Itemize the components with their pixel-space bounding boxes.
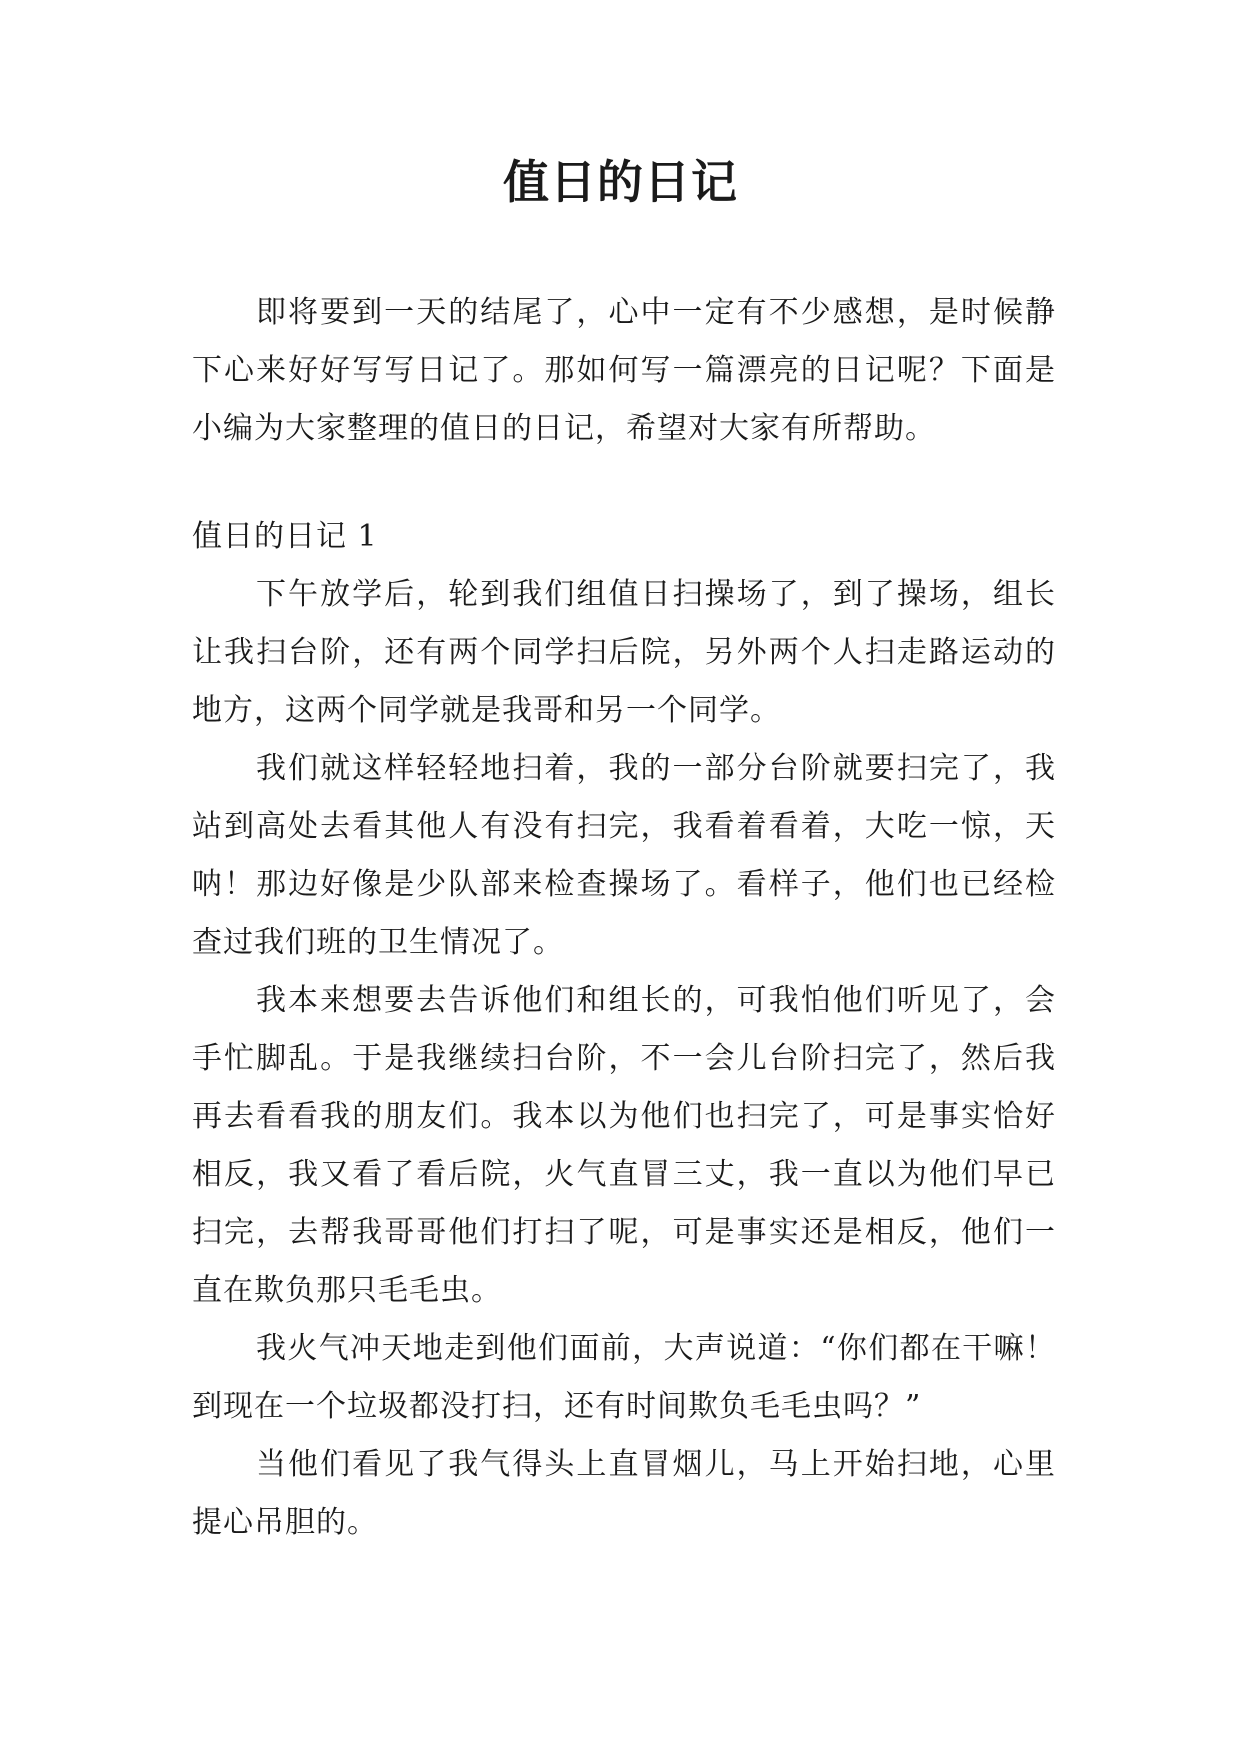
section-heading: 值日的日记 1: [192, 519, 378, 554]
document-title: 值日的日记: [503, 155, 738, 209]
body-paragraph-1: 下午放学后，轮到我们组值日扫操场了，到了操场，组长让我扫台阶，还有两个同学扫后院，另外两个人扫走路运动的地方，这两个同学就是我哥和另一个同学。: [192, 577, 1056, 728]
body-paragraph-5: 当他们看见了我气得头上直冒烟儿，马上开始扫地，心里提心吊胆的。: [192, 1447, 1056, 1540]
document-body: [192, 284, 1056, 1552]
body-paragraph-2: 我们就这样轻轻地扫着，我的一部分台阶就要扫完了，我站到高处去看其他人有没有扫完，我看着看着，大吃一惊，天呐！那边好像是少队部来检查操场了。看样子，他们也已经检查过我们班的卫生情况了。: [192, 751, 1056, 960]
intro-paragraph: 即将要到一天的结尾了，心中一定有不少感想，是时候静下心来好好写写日记了。那如何写一篇漂亮的日记呢？下面是小编为大家整理的值日的日记，希望对大家有所帮助。: [192, 295, 1056, 446]
body-paragraph-4: 我火气冲天地走到他们面前，大声说道：“你们都在干嘛！到现在一个垃圾都没打扫，还有时间欺负毛毛虫吗？”: [192, 1331, 1056, 1424]
body-paragraph-3: 我本来想要去告诉他们和组长的，可我怕他们听见了，会手忙脚乱。于是我继续扫台阶，不一会儿台阶扫完了，然后我再去看看我的朋友们。我本以为他们也扫完了，可是事实恰好相反，我又看了看后院，火气直冒三丈，我一直以为他们早已扫完，去帮我哥哥他们打扫了呢，可是事实还是相反，他们一直在欺负那只毛毛虫。: [192, 983, 1056, 1308]
